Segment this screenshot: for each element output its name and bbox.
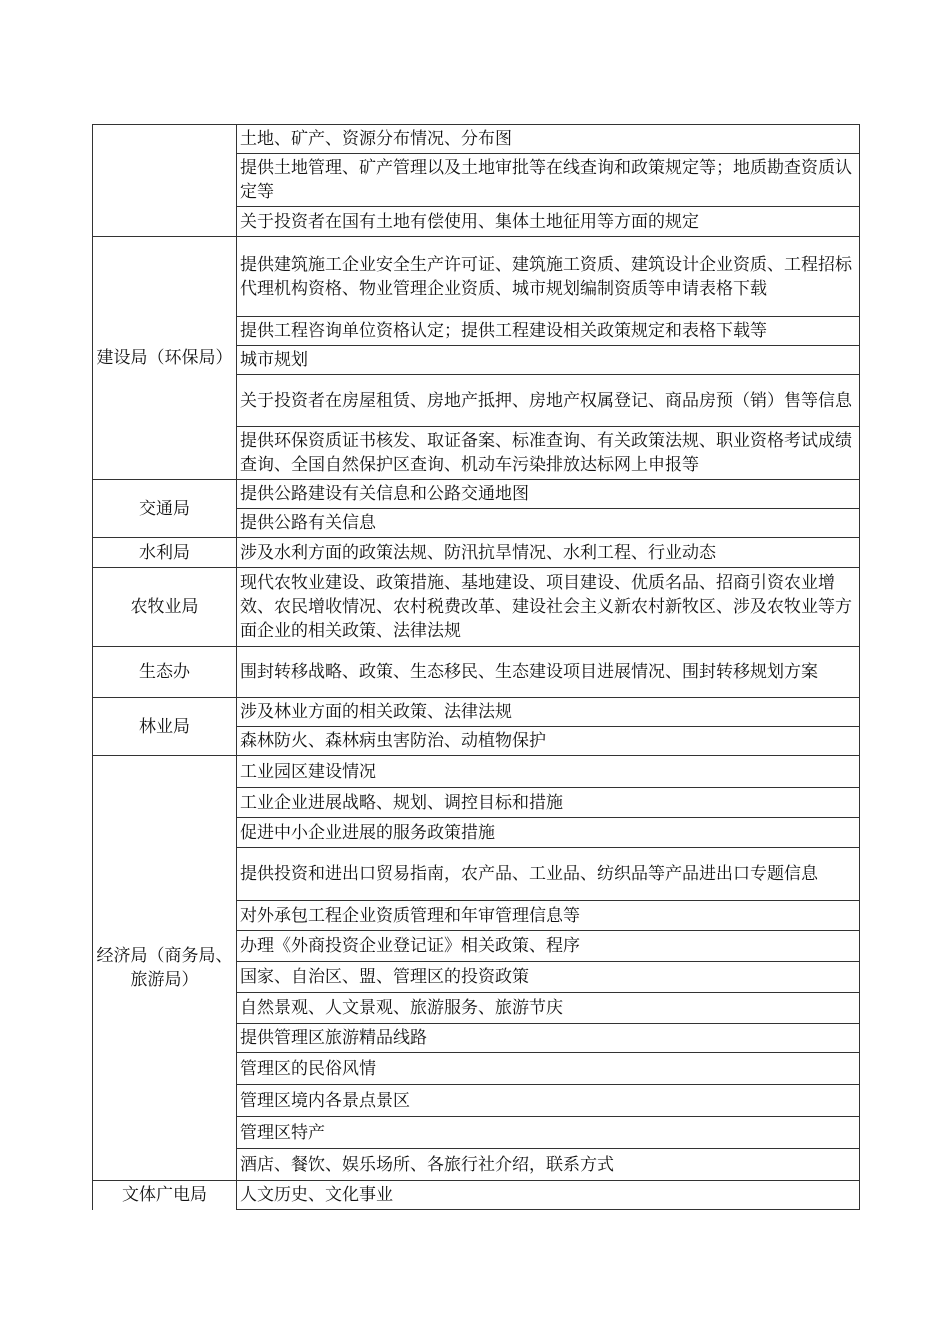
info-item-cell: 酒店、餐饮、娱乐场所、各旅行社介绍，联系方式 (237, 1149, 860, 1181)
info-item-cell: 工业企业进展战略、规划、调控目标和措施 (237, 788, 860, 818)
department-cell: 农牧业局 (93, 568, 237, 647)
department-cell: 林业局 (93, 698, 237, 756)
info-item-cell: 围封转移战略、政策、生态移民、生态建设项目进展情况、围封转移规划方案 (237, 647, 860, 698)
table-row (93, 538, 860, 568)
info-item-cell: 森林防火、森林病虫害防治、动植物保护 (237, 727, 860, 756)
table-body (93, 125, 860, 1210)
info-item-cell: 管理区的民俗风情 (237, 1053, 860, 1085)
table-row (93, 480, 860, 509)
department-cell (93, 125, 237, 237)
info-item-cell: 提供公路建设有关信息和公路交通地图 (237, 480, 860, 509)
department-cell: 文体广电局 (93, 1181, 237, 1210)
info-item-cell: 促进中小企业进展的服务政策措施 (237, 818, 860, 848)
info-item-cell: 管理区境内各景点景区 (237, 1085, 860, 1117)
info-item-cell: 国家、自治区、盟、管理区的投资政策 (237, 962, 860, 993)
table-row (93, 698, 860, 727)
table-row (93, 1181, 860, 1210)
table-row (93, 647, 860, 698)
info-item-cell: 土地、矿产、资源分布情况、分布图 (237, 125, 860, 154)
info-item-cell: 提供公路有关信息 (237, 509, 860, 538)
info-item-cell: 自然景观、人文景观、旅游服务、旅游节庆 (237, 993, 860, 1024)
info-item-cell: 现代农牧业建设、政策措施、基地建设、项目建设、优质名品、招商引资农业增效、农民增收情况、农村税费改革、建设社会主义新农村新牧区、涉及农牧业等方面企业的相关政策、法律法规 (237, 568, 860, 647)
table-row (93, 237, 860, 317)
info-item-cell: 管理区特产 (237, 1117, 860, 1149)
department-cell: 建设局（环保局） (93, 237, 237, 480)
info-item-cell: 工业园区建设情况 (237, 756, 860, 788)
info-item-cell: 涉及水利方面的政策法规、防汛抗旱情况、水利工程、行业动态 (237, 538, 860, 568)
info-item-cell: 提供土地管理、矿产管理以及土地审批等在线查询和政策规定等；地质勘查资质认定等 (237, 154, 860, 207)
info-item-cell: 提供环保资质证书核发、取证备案、标准查询、有关政策法规、职业资格考试成绩查询、全国自然保护区查询、机动车污染排放达标网上申报等 (237, 427, 860, 480)
info-item-cell: 提供工程咨询单位资格认定；提供工程建设相关政策规定和表格下载等 (237, 317, 860, 346)
info-item-cell: 关于投资者在国有土地有偿使用、集体土地征用等方面的规定 (237, 207, 860, 237)
info-item-cell: 提供建筑施工企业安全生产许可证、建筑施工资质、建筑设计企业资质、工程招标代理机构资格、物业管理企业资质、城市规划编制资质等申请表格下载 (237, 237, 860, 317)
info-item-cell: 提供投资和进出口贸易指南，农产品、工业品、纺织品等产品进出口专题信息 (237, 848, 860, 901)
table-row (93, 756, 860, 788)
table-row (93, 568, 860, 647)
info-item-cell: 城市规划 (237, 346, 860, 375)
department-cell: 生态办 (93, 647, 237, 698)
department-cell: 交通局 (93, 480, 237, 538)
document-page (92, 124, 860, 1210)
info-item-cell: 办理《外商投资企业登记证》相关政策、程序 (237, 931, 860, 962)
info-item-cell: 涉及林业方面的相关政策、法律法规 (237, 698, 860, 727)
info-item-cell: 人文历史、文化事业 (237, 1181, 860, 1210)
info-item-cell: 关于投资者在房屋租赁、房地产抵押、房地产权属登记、商品房预（销）售等信息 (237, 375, 860, 427)
info-item-cell: 对外承包工程企业资质管理和年审管理信息等 (237, 901, 860, 931)
department-cell: 经济局（商务局、旅游局） (93, 756, 237, 1181)
department-cell: 水利局 (93, 538, 237, 568)
table-row (93, 125, 860, 154)
info-item-cell: 提供管理区旅游精品线路 (237, 1024, 860, 1053)
department-info-table (92, 124, 860, 1210)
